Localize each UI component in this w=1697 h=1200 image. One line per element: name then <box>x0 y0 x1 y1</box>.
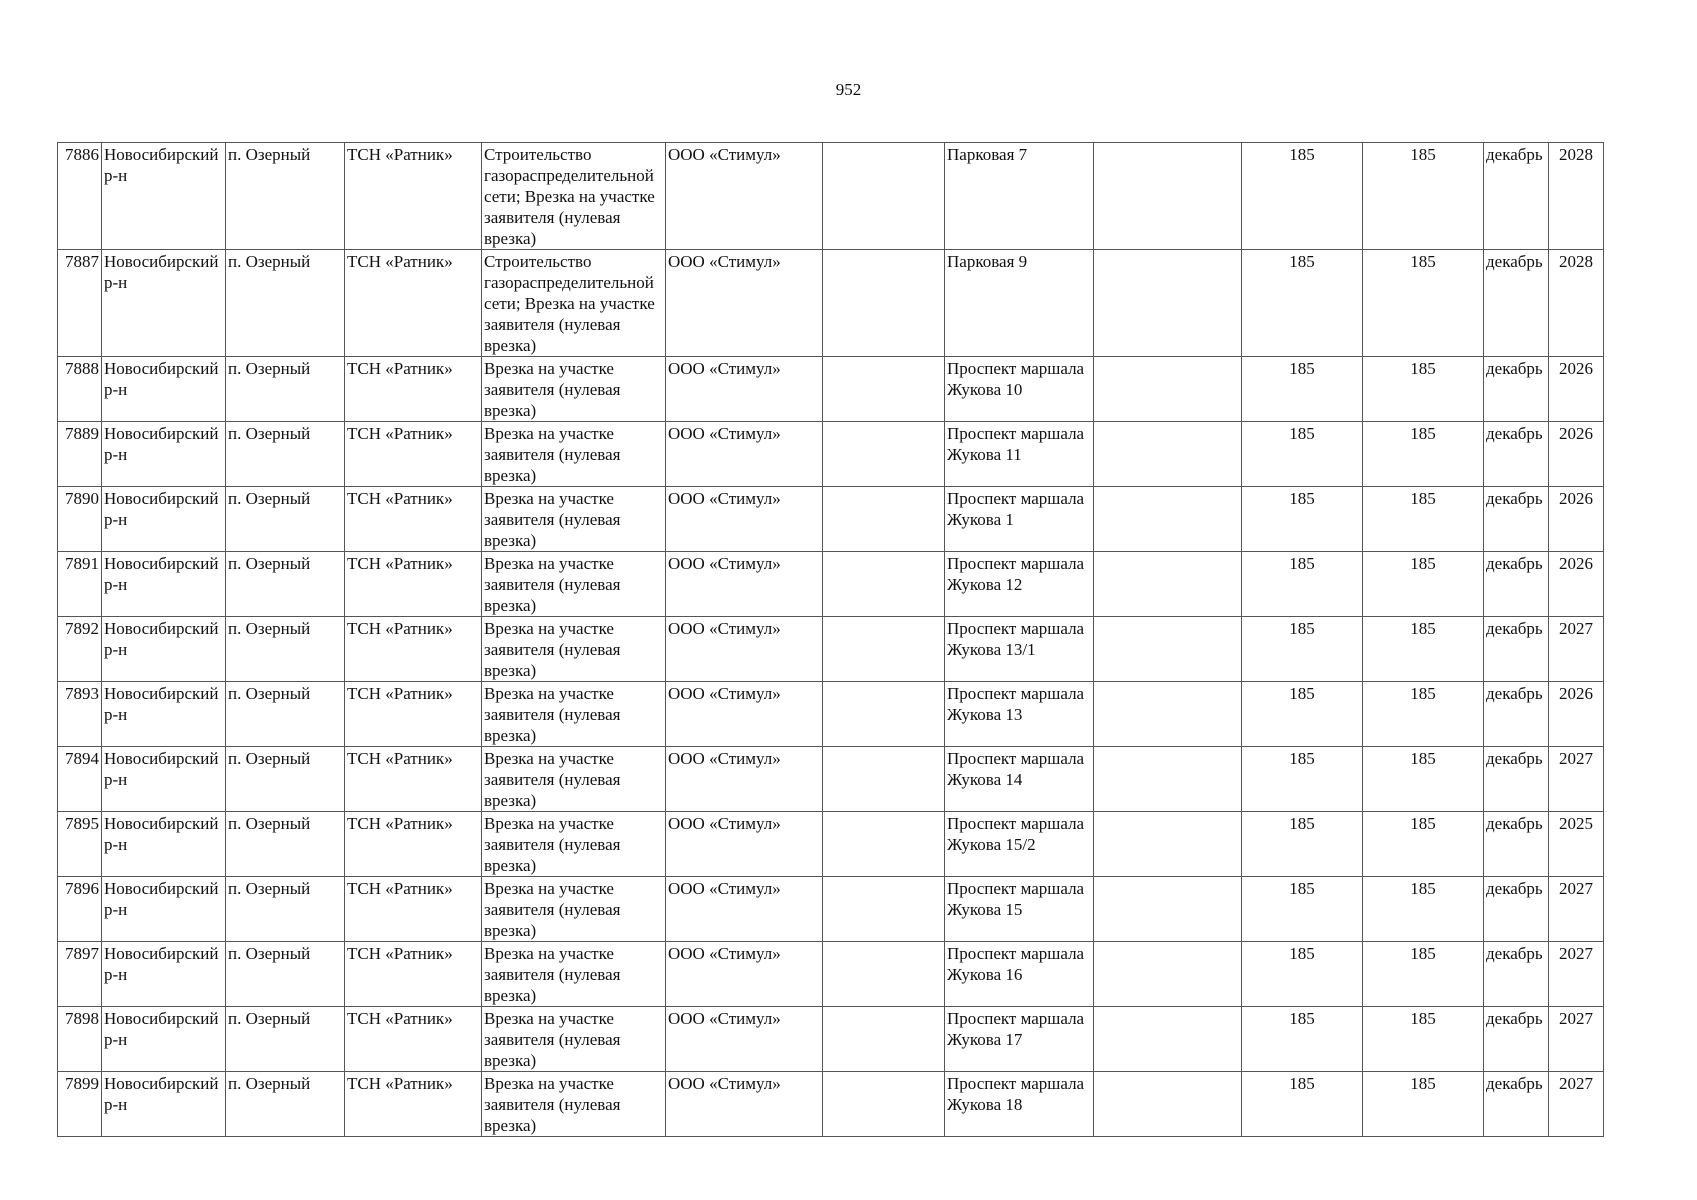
work-description-cell: Врезка на участке заявителя (нулевая врезка) <box>482 812 666 877</box>
empty-cell <box>1094 942 1242 1007</box>
empty-cell <box>1094 682 1242 747</box>
settlement-cell: п. Озерный <box>226 617 345 682</box>
table-row <box>58 422 1604 487</box>
quantity-cell: 185 <box>1242 942 1363 1007</box>
row-number: 7887 <box>58 250 102 357</box>
quantity-cell: 185 <box>1363 617 1484 682</box>
empty-cell <box>823 487 945 552</box>
district-cell: Новосибирский р-н <box>102 877 226 942</box>
partnership-cell: ТСН «Ратник» <box>345 942 482 1007</box>
organization-cell: ООО «Стимул» <box>666 747 823 812</box>
month-cell: декабрь <box>1484 552 1549 617</box>
row-number: 7889 <box>58 422 102 487</box>
empty-cell <box>823 250 945 357</box>
year-cell: 2028 <box>1549 250 1604 357</box>
empty-cell <box>1094 617 1242 682</box>
organization-cell: ООО «Стимул» <box>666 812 823 877</box>
empty-cell <box>823 877 945 942</box>
work-description-cell: Врезка на участке заявителя (нулевая врезка) <box>482 357 666 422</box>
year-cell: 2026 <box>1549 552 1604 617</box>
settlement-cell: п. Озерный <box>226 143 345 250</box>
quantity-cell: 185 <box>1242 1072 1363 1137</box>
row-number: 7896 <box>58 877 102 942</box>
table-row <box>58 552 1604 617</box>
year-cell: 2026 <box>1549 487 1604 552</box>
empty-cell <box>823 812 945 877</box>
partnership-cell: ТСН «Ратник» <box>345 617 482 682</box>
month-cell: декабрь <box>1484 487 1549 552</box>
row-number: 7888 <box>58 357 102 422</box>
quantity-cell: 185 <box>1363 877 1484 942</box>
quantity-cell: 185 <box>1242 552 1363 617</box>
organization-cell: ООО «Стимул» <box>666 1072 823 1137</box>
month-cell: декабрь <box>1484 617 1549 682</box>
district-cell: Новосибирский р-н <box>102 682 226 747</box>
address-cell: Проспект маршала Жукова 1 <box>945 487 1094 552</box>
row-number: 7891 <box>58 552 102 617</box>
address-cell: Проспект маршала Жукова 13/1 <box>945 617 1094 682</box>
quantity-cell: 185 <box>1363 1072 1484 1137</box>
district-cell: Новосибирский р-н <box>102 250 226 357</box>
partnership-cell: ТСН «Ратник» <box>345 143 482 250</box>
partnership-cell: ТСН «Ратник» <box>345 1007 482 1072</box>
year-cell: 2027 <box>1549 617 1604 682</box>
empty-cell <box>1094 487 1242 552</box>
month-cell: декабрь <box>1484 1007 1549 1072</box>
district-cell: Новосибирский р-н <box>102 552 226 617</box>
empty-cell <box>823 617 945 682</box>
year-cell: 2027 <box>1549 942 1604 1007</box>
quantity-cell: 185 <box>1363 812 1484 877</box>
quantity-cell: 185 <box>1242 487 1363 552</box>
district-cell: Новосибирский р-н <box>102 747 226 812</box>
row-number: 7890 <box>58 487 102 552</box>
row-number: 7893 <box>58 682 102 747</box>
settlement-cell: п. Озерный <box>226 552 345 617</box>
settlement-cell: п. Озерный <box>226 942 345 1007</box>
quantity-cell: 185 <box>1242 747 1363 812</box>
row-number: 7898 <box>58 1007 102 1072</box>
partnership-cell: ТСН «Ратник» <box>345 812 482 877</box>
empty-cell <box>1094 877 1242 942</box>
table-row <box>58 250 1604 357</box>
district-cell: Новосибирский р-н <box>102 422 226 487</box>
organization-cell: ООО «Стимул» <box>666 877 823 942</box>
month-cell: декабрь <box>1484 812 1549 877</box>
empty-cell <box>1094 143 1242 250</box>
row-number: 7899 <box>58 1072 102 1137</box>
month-cell: декабрь <box>1484 250 1549 357</box>
address-cell: Проспект маршала Жукова 15 <box>945 877 1094 942</box>
organization-cell: ООО «Стимул» <box>666 143 823 250</box>
table-row <box>58 1007 1604 1072</box>
district-cell: Новосибирский р-н <box>102 1007 226 1072</box>
organization-cell: ООО «Стимул» <box>666 422 823 487</box>
address-cell: Проспект маршала Жукова 14 <box>945 747 1094 812</box>
year-cell: 2027 <box>1549 747 1604 812</box>
settlement-cell: п. Озерный <box>226 1072 345 1137</box>
district-cell: Новосибирский р-н <box>102 617 226 682</box>
empty-cell <box>823 1072 945 1137</box>
quantity-cell: 185 <box>1363 942 1484 1007</box>
quantity-cell: 185 <box>1363 747 1484 812</box>
row-number: 7897 <box>58 942 102 1007</box>
empty-cell <box>823 422 945 487</box>
gasification-registry-table <box>57 142 1604 1137</box>
empty-cell <box>1094 250 1242 357</box>
quantity-cell: 185 <box>1363 250 1484 357</box>
month-cell: декабрь <box>1484 357 1549 422</box>
empty-cell <box>1094 1007 1242 1072</box>
table-row <box>58 487 1604 552</box>
work-description-cell: Врезка на участке заявителя (нулевая врезка) <box>482 422 666 487</box>
quantity-cell: 185 <box>1242 422 1363 487</box>
empty-cell <box>823 357 945 422</box>
work-description-cell: Врезка на участке заявителя (нулевая врезка) <box>482 552 666 617</box>
address-cell: Проспект маршала Жукова 11 <box>945 422 1094 487</box>
work-description-cell: Врезка на участке заявителя (нулевая врезка) <box>482 942 666 1007</box>
settlement-cell: п. Озерный <box>226 747 345 812</box>
empty-cell <box>823 942 945 1007</box>
table-row <box>58 357 1604 422</box>
quantity-cell: 185 <box>1363 357 1484 422</box>
table-row <box>58 877 1604 942</box>
year-cell: 2025 <box>1549 812 1604 877</box>
table-row <box>58 1072 1604 1137</box>
settlement-cell: п. Озерный <box>226 682 345 747</box>
work-description-cell: Врезка на участке заявителя (нулевая врезка) <box>482 1007 666 1072</box>
district-cell: Новосибирский р-н <box>102 942 226 1007</box>
quantity-cell: 185 <box>1363 552 1484 617</box>
page-number: 952 <box>835 80 862 99</box>
table-row <box>58 942 1604 1007</box>
partnership-cell: ТСН «Ратник» <box>345 357 482 422</box>
year-cell: 2028 <box>1549 143 1604 250</box>
address-cell: Парковая 9 <box>945 250 1094 357</box>
year-cell: 2026 <box>1549 422 1604 487</box>
address-cell: Проспект маршала Жукова 13 <box>945 682 1094 747</box>
quantity-cell: 185 <box>1242 357 1363 422</box>
settlement-cell: п. Озерный <box>226 357 345 422</box>
address-cell: Проспект маршала Жукова 17 <box>945 1007 1094 1072</box>
empty-cell <box>823 143 945 250</box>
quantity-cell: 185 <box>1363 1007 1484 1072</box>
settlement-cell: п. Озерный <box>226 487 345 552</box>
partnership-cell: ТСН «Ратник» <box>345 552 482 617</box>
year-cell: 2026 <box>1549 357 1604 422</box>
organization-cell: ООО «Стимул» <box>666 357 823 422</box>
settlement-cell: п. Озерный <box>226 422 345 487</box>
settlement-cell: п. Озерный <box>226 877 345 942</box>
work-description-cell: Строительство газораспределительной сети; Врезка на участке заявителя (нулевая врезка) <box>482 143 666 250</box>
partnership-cell: ТСН «Ратник» <box>345 1072 482 1137</box>
table-row <box>58 682 1604 747</box>
row-number: 7895 <box>58 812 102 877</box>
quantity-cell: 185 <box>1242 877 1363 942</box>
empty-cell <box>1094 1072 1242 1137</box>
settlement-cell: п. Озерный <box>226 812 345 877</box>
month-cell: декабрь <box>1484 1072 1549 1137</box>
address-cell: Проспект маршала Жукова 10 <box>945 357 1094 422</box>
organization-cell: ООО «Стимул» <box>666 617 823 682</box>
partnership-cell: ТСН «Ратник» <box>345 250 482 357</box>
quantity-cell: 185 <box>1242 1007 1363 1072</box>
organization-cell: ООО «Стимул» <box>666 942 823 1007</box>
empty-cell <box>823 747 945 812</box>
district-cell: Новосибирский р-н <box>102 812 226 877</box>
year-cell: 2027 <box>1549 1007 1604 1072</box>
address-cell: Проспект маршала Жукова 12 <box>945 552 1094 617</box>
quantity-cell: 185 <box>1363 487 1484 552</box>
partnership-cell: ТСН «Ратник» <box>345 877 482 942</box>
empty-cell <box>1094 357 1242 422</box>
address-cell: Проспект маршала Жукова 16 <box>945 942 1094 1007</box>
work-description-cell: Врезка на участке заявителя (нулевая врезка) <box>482 617 666 682</box>
empty-cell <box>823 1007 945 1072</box>
settlement-cell: п. Озерный <box>226 250 345 357</box>
quantity-cell: 185 <box>1242 143 1363 250</box>
partnership-cell: ТСН «Ратник» <box>345 747 482 812</box>
table-row <box>58 143 1604 250</box>
address-cell: Проспект маршала Жукова 15/2 <box>945 812 1094 877</box>
quantity-cell: 185 <box>1242 250 1363 357</box>
settlement-cell: п. Озерный <box>226 1007 345 1072</box>
quantity-cell: 185 <box>1363 422 1484 487</box>
district-cell: Новосибирский р-н <box>102 1072 226 1137</box>
year-cell: 2027 <box>1549 1072 1604 1137</box>
row-number: 7892 <box>58 617 102 682</box>
month-cell: декабрь <box>1484 682 1549 747</box>
district-cell: Новосибирский р-н <box>102 143 226 250</box>
organization-cell: ООО «Стимул» <box>666 1007 823 1072</box>
work-description-cell: Строительство газораспределительной сети; Врезка на участке заявителя (нулевая врезка) <box>482 250 666 357</box>
year-cell: 2027 <box>1549 877 1604 942</box>
empty-cell <box>1094 812 1242 877</box>
work-description-cell: Врезка на участке заявителя (нулевая врезка) <box>482 1072 666 1137</box>
address-cell: Проспект маршала Жукова 18 <box>945 1072 1094 1137</box>
quantity-cell: 185 <box>1242 617 1363 682</box>
work-description-cell: Врезка на участке заявителя (нулевая врезка) <box>482 682 666 747</box>
partnership-cell: ТСН «Ратник» <box>345 422 482 487</box>
organization-cell: ООО «Стимул» <box>666 487 823 552</box>
organization-cell: ООО «Стимул» <box>666 250 823 357</box>
quantity-cell: 185 <box>1242 812 1363 877</box>
month-cell: декабрь <box>1484 747 1549 812</box>
month-cell: декабрь <box>1484 942 1549 1007</box>
registry-body <box>58 143 1604 1137</box>
row-number: 7886 <box>58 143 102 250</box>
empty-cell <box>1094 552 1242 617</box>
table-row <box>58 747 1604 812</box>
quantity-cell: 185 <box>1363 143 1484 250</box>
quantity-cell: 185 <box>1242 682 1363 747</box>
district-cell: Новосибирский р-н <box>102 487 226 552</box>
work-description-cell: Врезка на участке заявителя (нулевая врезка) <box>482 487 666 552</box>
year-cell: 2026 <box>1549 682 1604 747</box>
district-cell: Новосибирский р-н <box>102 357 226 422</box>
empty-cell <box>1094 747 1242 812</box>
month-cell: декабрь <box>1484 422 1549 487</box>
empty-cell <box>1094 422 1242 487</box>
work-description-cell: Врезка на участке заявителя (нулевая врезка) <box>482 747 666 812</box>
address-cell: Парковая 7 <box>945 143 1094 250</box>
month-cell: декабрь <box>1484 143 1549 250</box>
organization-cell: ООО «Стимул» <box>666 552 823 617</box>
partnership-cell: ТСН «Ратник» <box>345 682 482 747</box>
partnership-cell: ТСН «Ратник» <box>345 487 482 552</box>
table-row <box>58 617 1604 682</box>
empty-cell <box>823 682 945 747</box>
row-number: 7894 <box>58 747 102 812</box>
quantity-cell: 185 <box>1363 682 1484 747</box>
table-row <box>58 812 1604 877</box>
empty-cell <box>823 552 945 617</box>
month-cell: декабрь <box>1484 877 1549 942</box>
work-description-cell: Врезка на участке заявителя (нулевая врезка) <box>482 877 666 942</box>
organization-cell: ООО «Стимул» <box>666 682 823 747</box>
